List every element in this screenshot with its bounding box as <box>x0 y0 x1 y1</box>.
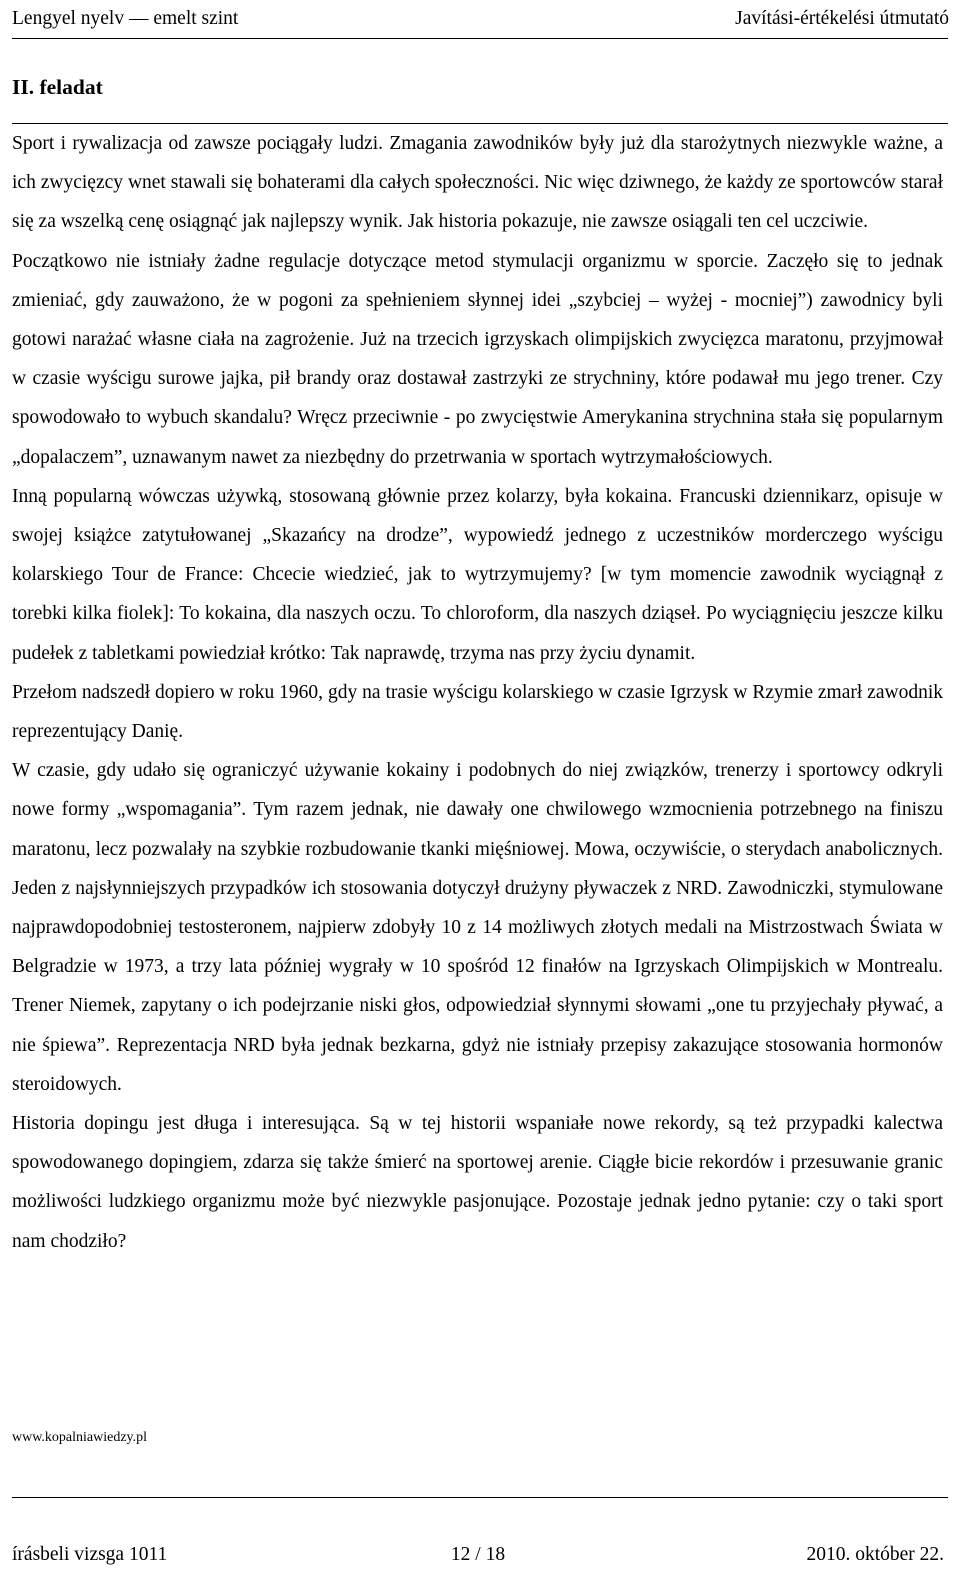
article-body <box>12 124 943 1261</box>
paragraph-early-doping: Początkowo nie istniały żadne regulacje dotyczące metod stymulacji organizmu w sporcie. Zaczęło się to jednak zmieniać, gdy zauważono, że w pogoni za spełnieniem słynnej idei „szybciej – wyżej - mocniej”) zawodnicy byli gotowi narażać własne ciała na zagrożenie. Już na trzecich igrzyskach olimpijskich zwycięzca maratonu, przyjmował w czasie wyścigu surowe jajka, pił brandy oraz dostawał zastrzyki ze strychniny, które podawał mu jego trener. Czy spowodowało to wybuch skandalu? Wręcz przeciwnie - po zwycięstwie Amerykanina strychnina stała się popularnym „dopalaczem”, uznawanym nawet za niezbędny do przetrwania w sportach wytrzymałościowych. <box>12 250 943 468</box>
header-subject: Lengyel nyelv — emelt szint <box>12 8 239 29</box>
footer-exam-code: írásbeli vizsga 1011 <box>12 1544 168 1565</box>
paragraph-intro: Sport i rywalizacja od zawsze pociągały ludzi. Zmagania zawodników były już dla starożytnych niezwykle ważne, a ich zwycięzcy wnet stawali się bohaterami dla całych społeczności. Nic więc dziwnego, że każdy ze sportowców starał się za wszelką cenę osiągnąć jak najlepszy wynik. Jak historia pokazuje, nie zawsze osiągali ten cel uczciwie. <box>12 133 943 233</box>
paragraph-conclusion: Historia dopingu jest długa i interesująca. Są w tej historii wspaniałe nowe rekordy, są też przypadki kalectwa spowodowanego dopingiem, zdarza się także śmierć na sportowej arenie. Ciągłe bicie rekordów i przesuwanie granic możliwości ludzkiego organizmu może być niezwykle pasjonujące. Pozostaje jednak jedno pytanie: czy o taki sport nam chodziło? <box>12 1113 943 1252</box>
footer-divider <box>12 1497 948 1498</box>
footer-page-number: 12 / 18 <box>450 1544 506 1565</box>
footer-date: 2010. október 22. <box>806 1544 945 1565</box>
page-header <box>12 2 949 36</box>
page-footer <box>12 1540 944 1570</box>
paragraph-breakthrough: Przełom nadszedł dopiero w roku 1960, gdy na trasie wyścigu kolarskiego w czasie Igrzysk w Rzymie zmarł zawodnik reprezentujący Danię. <box>12 681 943 743</box>
paragraph-cocaine: Inną popularną wówczas używką, stosowaną głównie przez kolarzy, była kokaina. Francuski dziennikarz, opisuje w swojej książce zatytułowanej „Skazańcy na drodze”, wypowiedź jednego z uczestników morderczego wyścigu kolarskiego Tour de France: Chcecie wiedzieć, jak to wytrzymujemy? [w tym momencie zawodnik wyciągnął z torebki kilka fiolek]: To kokaina, dla naszych oczu. To chloroform, dla naszych dziąseł. Po wyciągnięciu jeszcze kilku pudełek z tabletkami powiedział krótko: Tak naprawdę, trzyma nas przy życiu dynamit. <box>12 485 943 664</box>
paragraph-steroids: W czasie, gdy udało się ograniczyć używanie kokainy i podobnych do niej związków, trenerzy i sportowcy odkryli nowe formy „wspomagania”. Tym razem jednak, nie dawały one chwilowego wzmocnienia potrzebnego na finiszu maratonu, lecz pozwalały na szybkie rozbudowanie tkanki mięśniowej. Mowa, oczywiście, o sterydach anabolicznych. Jeden z najsłynniejszych przypadków ich stosowania dotyczył drużyny pływaczek z NRD. Zawodniczki, stymulowane najprawdopodobniej testosteronem, najpierw zdobyły 10 z 14 możliwych złotych medali na Mistrzostwach Świata w Belgradzie w 1973, a trzy lata później wygrały w 10 spośród 12 finałów na Igrzyskach Olimpijskich w Montrealu. Trener Niemek, zapytany o ich podejrzanie niski głos, odpowiedział słynnymi słowami „one tu przyjechały pływać, a nie śpiewa”. Reprezentacja NRD była jednak bezkarna, gdyż nie istniały przepisy zakazujące stosowania hormonów steroidowych. <box>12 760 943 1095</box>
task-title: II. feladat <box>12 75 103 99</box>
header-divider <box>12 38 948 39</box>
source-citation: www.kopalniawiedzy.pl <box>12 1430 148 1445</box>
header-guide-title: Javítási-értékelési útmutató <box>735 8 949 29</box>
